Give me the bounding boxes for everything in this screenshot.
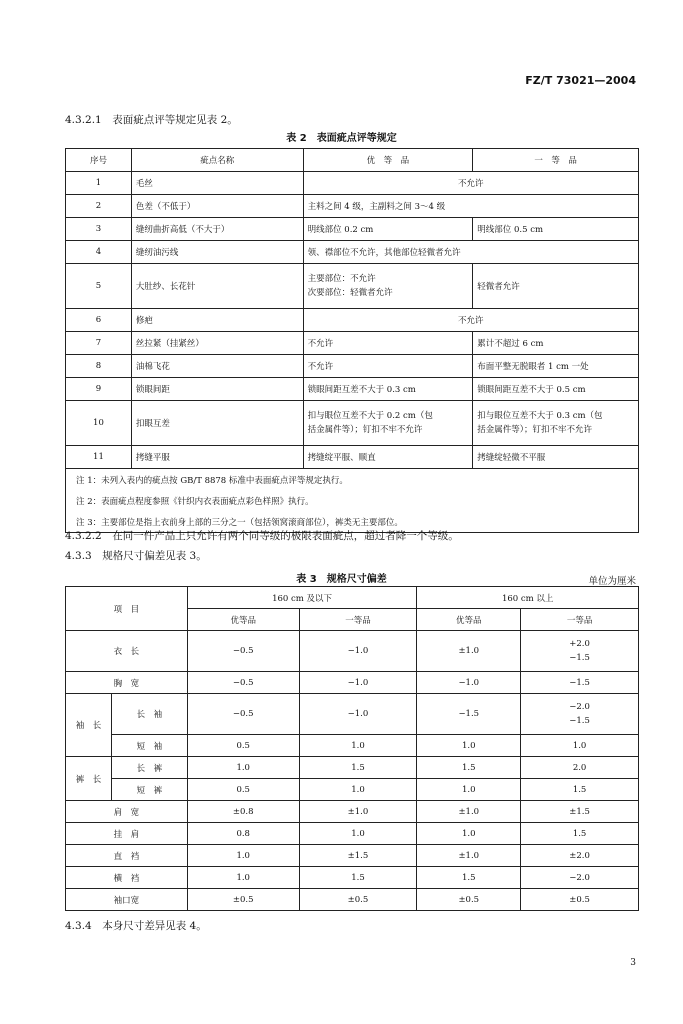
table-row: 8 油棉飞花 不允许 布面平整无脱眼者 1 cm 一处 <box>66 355 639 378</box>
unit-label: 单位为厘米 <box>588 576 636 587</box>
section-4-3-3: 4.3.3 规格尺寸偏差见表 3。 <box>65 550 207 562</box>
table-row: 短 裤 0.5 1.0 1.0 1.5 <box>66 779 639 801</box>
header-group-small: 160 cm 及以下 <box>187 587 417 609</box>
section-4-3-2-2: 4.3.2.2 在同一件产品上只允许有两个同等级的极限表面疵点，超过者降一个等级。 <box>65 530 459 542</box>
table-row: 挂 肩 0.8 1.0 1.0 1.5 <box>66 823 639 845</box>
page-number: 3 <box>630 958 636 968</box>
table-row: 11 拷缝平服 拷缝绽平服、顺直 拷缝绽轻微不平服 <box>66 446 639 469</box>
table-row: 袖 长 长 袖 −0.5 −1.0 −1.5 −2.0 −1.5 <box>66 694 639 735</box>
header-no: 序号 <box>66 149 132 172</box>
table-note: 注 1：未列入表内的疵点按 GB/T 8878 标准中表面疵点评等规定执行。 <box>66 469 639 491</box>
table2-title: 表 2 表面疵点评等规定 <box>286 133 397 144</box>
header-superior: 优 等 品 <box>303 149 473 172</box>
standard-number: FZ/T 73021—2004 <box>525 74 636 87</box>
table-row: 3 缝纫曲折高低（不大于） 明线部位 0.2 cm 明线部位 0.5 cm <box>66 218 639 241</box>
size-deviation-table <box>65 586 639 911</box>
table-row: 7 丝拉紧（挂紧丝） 不允许 累计不超过 6 cm <box>66 332 639 355</box>
table-row: 9 锁眼间距 锁眼间距互差不大于 0.3 cm 锁眼间距互差不大于 0.5 cm <box>66 378 639 401</box>
header-group-large: 160 cm 以上 <box>417 587 639 609</box>
table-row: 2 色差（不低于） 主料之间 4 级，主副料之间 3～4 级 <box>66 195 639 218</box>
section-4-3-4: 4.3.4 本身尺寸差异见表 4。 <box>65 920 207 932</box>
table-row: 10 扣眼互差 扣与眼位互差不大于 0.2 cm（包 括金属件等）；钉扣不牢不允许 扣与眼位互差不大于 0.3 cm（包 括金属件等）；钉扣不牢不允许 <box>66 401 639 446</box>
table-header-row <box>66 149 639 172</box>
pants-length-label: 裤 长 <box>66 757 112 801</box>
surface-defect-table <box>65 148 639 533</box>
table-header-row: 优等品 一等品 优等品 一等品 <box>66 609 639 631</box>
table-row: 横 裆 1.0 1.5 1.5 −2.0 <box>66 867 639 889</box>
header-first-grade: 一 等 品 <box>473 149 639 172</box>
table-row: 裤 长 长 裤 1.0 1.5 1.5 2.0 <box>66 757 639 779</box>
header-item: 项 目 <box>66 587 188 631</box>
table-row: 直 裆 1.0 ±1.5 ±1.0 ±2.0 <box>66 845 639 867</box>
table3-title: 表 3 规格尺寸偏差 <box>296 574 387 585</box>
table-note: 注 2：表面疵点程度参照《针织内衣表面疵点彩色样照》执行。 <box>66 490 639 511</box>
table-row: 6 修疤 不允许 <box>66 309 639 332</box>
sleeve-length-label: 袖 长 <box>66 694 112 757</box>
table-note: 注 3：主要部位是指上衣前身上部的三分之一（包括领窝滚商部位），裤类无主要部位。 <box>66 511 639 533</box>
table-row: 短 袖 0.5 1.0 1.0 1.0 <box>66 735 639 757</box>
table-row: 肩 宽 ±0.8 ±1.0 ±1.0 ±1.5 <box>66 801 639 823</box>
section-4-3-2-1: 4.3.2.1 表面疵点评等规定见表 2。 <box>65 114 238 126</box>
table-row: 袖口宽 ±0.5 ±0.5 ±0.5 ±0.5 <box>66 889 639 911</box>
table-row: 胸 宽 −0.5 −1.0 −1.0 −1.5 <box>66 672 639 694</box>
table-row: 4 缝纫油污线 领、襟部位不允许，其他部位轻微者允许 <box>66 241 639 264</box>
table-header-row <box>66 587 639 609</box>
table-row: 5 大肚纱、长花针 主要部位：不允许 次要部位：轻微者允许 轻微者允许 <box>66 264 639 309</box>
table-row: 1 毛丝 不允许 <box>66 172 639 195</box>
header-defect: 疵点名称 <box>131 149 303 172</box>
table-row: 衣 长 −0.5 −1.0 ±1.0 +2.0 −1.5 <box>66 631 639 672</box>
